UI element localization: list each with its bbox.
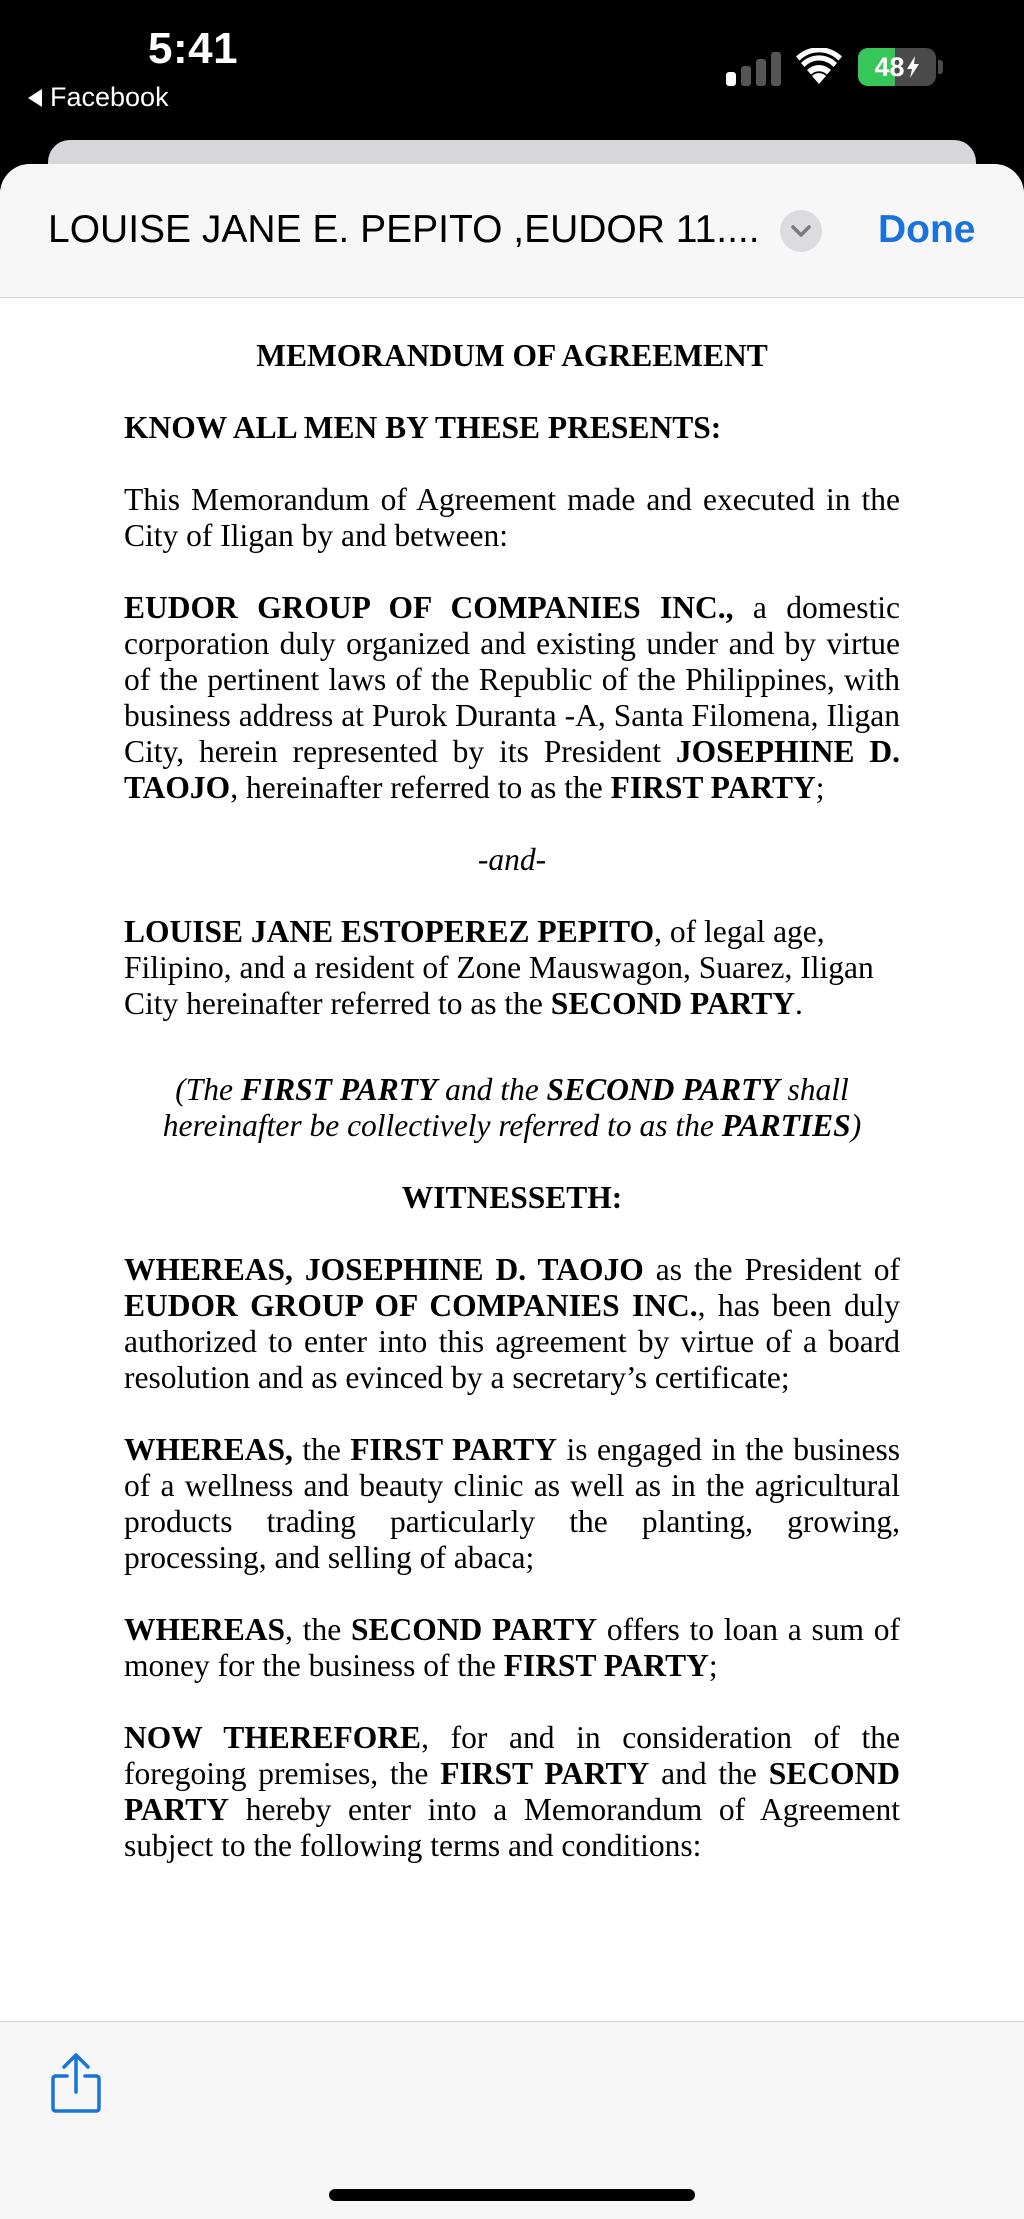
document-page [124,338,900,1900]
now-therefore-paragraph: NOW THEREFORE, for and in consideration of the foregoing premises, the FIRST PARTY and the SECOND PARTY hereby enter into a Memorandum of Agreement subject to the following terms and conditions: [124,1720,900,1863]
whereas-authority-paragraph: WHEREAS, JOSEPHINE D. TAOJO as the President of EUDOR GROUP OF COMPANIES INC., has been duly authorized to enter into this agreement by virtue of a board resolution and as evinced by a secretary’s certificate; [124,1252,900,1395]
done-button[interactable]: Done [878,208,976,251]
second-party-paragraph: LOUISE JANE ESTOPEREZ PEPITO, of legal age, Filipino, and a resident of Zone Mauswagon, Suarez, Iligan City hereinafter referred to as the SECOND PARTY. [124,914,874,1021]
back-to-app-link[interactable] [28,82,169,113]
wifi-icon [796,48,842,86]
document-content[interactable] [0,298,1024,2021]
battery-level: 48 [874,51,905,82]
document-preview-sheet [0,164,1024,2219]
preview-header [0,164,1024,298]
cellular-signal-icon [726,52,782,86]
collective-reference: (The FIRST PARTY and the SECOND PARTY shall hereinafter be collectively referred to as the PARTIES) [162,1072,862,1143]
share-icon[interactable] [50,2052,102,2114]
chevron-down-icon [790,224,812,238]
witnesseth-heading: WITNESSETH: [401,1180,623,1215]
charging-bolt-icon [906,56,920,78]
back-app-label: Facebook [50,82,169,112]
battery-nub [938,60,943,74]
know-all-men: KNOW ALL MEN BY THESE PRESENTS: [124,410,722,445]
and-separator: -and- [477,842,547,877]
battery-icon [858,48,936,86]
document-title[interactable]: LOUISE JANE E. PEPITO ,EUDOR 11.... [48,208,760,251]
status-time: 5:41 [148,24,239,73]
document-heading: MEMORANDUM OF AGREEMENT [256,338,768,373]
first-party-paragraph: EUDOR GROUP OF COMPANIES INC., a domestic corporation duly organized and existing under and by virtue of the pertinent laws of the Republic of the Philippines, with business address at Purok Duranta -A, Santa Filomena, Iligan City, herein represented by its President JOSEPHINE D. TAOJO, hereinafter referred to as the FIRST PARTY; [124,590,900,805]
whereas-loan-paragraph: WHEREAS, the SECOND PARTY offers to loan a sum of money for the business of the FIRST PARTY; [124,1612,901,1683]
home-indicator[interactable] [329,2189,695,2201]
intro-paragraph: This Memorandum of Agreement made and executed in the City of Iligan by and between: [124,482,900,553]
back-triangle-icon [28,89,42,107]
whereas-business-paragraph: WHEREAS, the FIRST PARTY is engaged in the business of a wellness and beauty clinic as well as in the agricultural products trading particularly the planting, growing, processing, and selling of abaca; [124,1432,900,1575]
title-menu-button[interactable] [780,210,822,252]
status-bar [0,0,1024,140]
